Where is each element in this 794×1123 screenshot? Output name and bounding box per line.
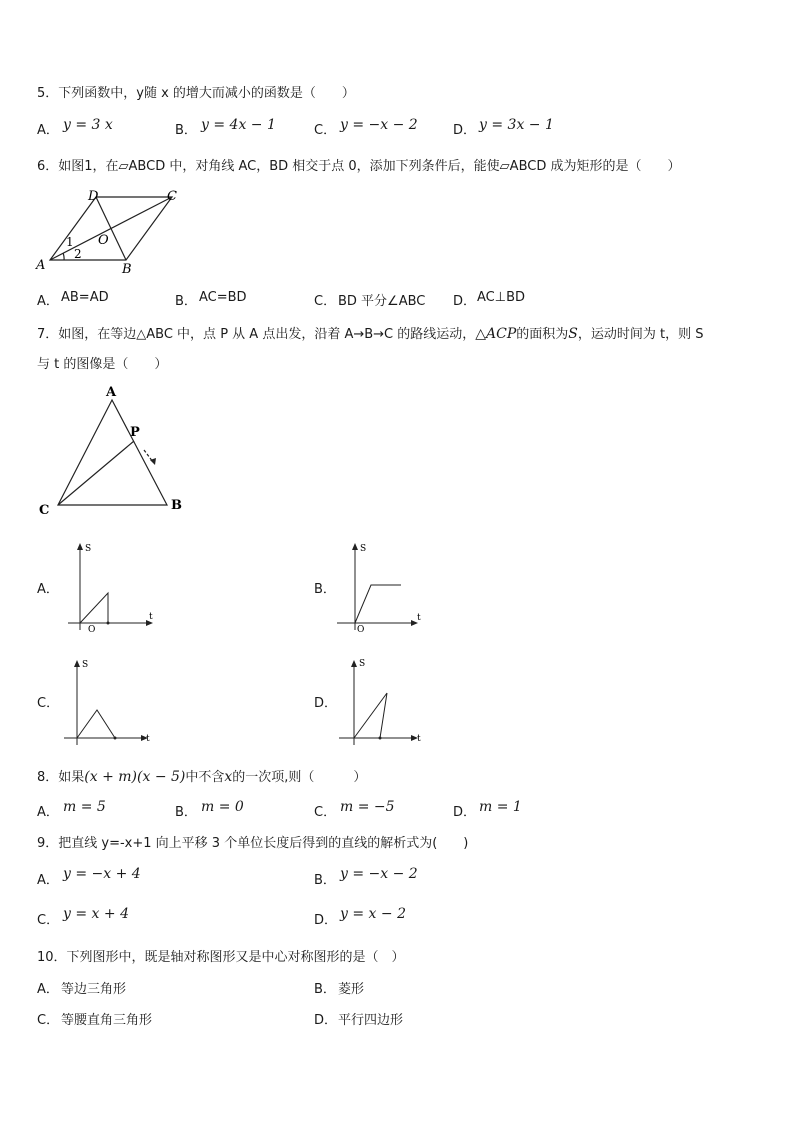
q6-label-a: A xyxy=(36,258,46,273)
q6-option-d-letter: D． xyxy=(453,294,477,309)
q6-option-a: AB=AD xyxy=(61,290,109,305)
q6-angle-1: 1 xyxy=(66,235,74,249)
q10-stem: 10．下列图形中，既是轴对称图形又是中心对称图形的是（ ） xyxy=(37,950,405,965)
q7-option-d-letter: D． xyxy=(314,696,338,711)
q6-option-a-letter: A． xyxy=(37,294,59,309)
q7-label-a: A xyxy=(106,385,117,400)
q10-option-d-letter: D． xyxy=(314,1013,338,1028)
q9-stem: 9．把直线 y=-x+1 向上平移 3 个单位长度后得到的直线的解析式为( ) xyxy=(37,836,469,851)
q5-option-c-letter: C． xyxy=(314,123,337,138)
q7-label-c: C xyxy=(39,503,50,518)
q6-label-b: B xyxy=(122,262,132,277)
q5-option-b: y = 4x − 1 xyxy=(201,117,276,133)
q9-option-c: y = x + 4 xyxy=(63,906,129,922)
q8-stem: 8．如果(x + m)(x − 5)中不含x的一次项,则（ ） xyxy=(37,769,367,785)
q7-graph-b-origin: O xyxy=(357,625,365,635)
q6-stem: 6．如图1，在▱ABCD 中，对角线 AC，BD 相交于点 0，添加下列条件后，能使▱ABCD 成为矩形的是（ ） xyxy=(37,159,681,174)
q8-option-d-letter: D． xyxy=(453,805,477,820)
q7-graph-d xyxy=(335,655,430,750)
q9-option-b-letter: B． xyxy=(314,873,336,888)
q7-graph-a xyxy=(60,540,170,635)
q9-option-a-letter: A． xyxy=(37,873,59,888)
q8-option-c: m = −5 xyxy=(340,799,395,815)
q7-triangle-figure xyxy=(30,380,190,520)
q7-option-b-letter: B． xyxy=(314,582,336,597)
q7-option-a-letter: A． xyxy=(37,582,59,597)
q10-option-c-letter: C． xyxy=(37,1013,60,1028)
q7-graph-c-ylabel: S xyxy=(82,660,89,670)
q7-graph-d-ylabel: S xyxy=(359,659,366,669)
q10-option-b: 菱形 xyxy=(338,982,365,997)
q7-label-b: B xyxy=(171,498,182,513)
q9-option-d: y = x − 2 xyxy=(340,906,406,922)
q5-option-c: y = −x − 2 xyxy=(340,117,418,133)
q8-option-d: m = 1 xyxy=(479,799,522,815)
q6-option-d: AC⊥BD xyxy=(477,290,525,305)
q7-stem-line1: 7．如图，在等边△ABC 中，点 P 从 A 点出发，沿着 A→B→C 的路线运动，△ACP的面积为S，运动时间为 t，则 S xyxy=(37,326,704,342)
q5-stem: 5．下列函数中，y随 x 的增大而减小的函数是（ ） xyxy=(37,86,355,101)
q7-graph-c xyxy=(60,655,160,750)
q8-option-c-letter: C． xyxy=(314,805,337,820)
q7-stem-line2: 与 t 的图像是（ ） xyxy=(37,357,168,372)
q6-parallelogram-figure xyxy=(30,185,190,277)
q10-option-a-letter: A． xyxy=(37,982,59,997)
q7-graph-b xyxy=(335,540,430,635)
q10-option-c: 等腰直角三角形 xyxy=(61,1013,153,1028)
q6-option-b-letter: B． xyxy=(175,294,197,309)
q8-option-a-letter: A． xyxy=(37,805,59,820)
q6-label-d: D xyxy=(88,189,99,204)
q6-label-o: O xyxy=(98,233,109,248)
q8-option-b-letter: B． xyxy=(175,805,197,820)
q7-label-p: P xyxy=(130,425,140,440)
q6-option-b: AC=BD xyxy=(199,290,247,305)
q5-option-d: y = 3x − 1 xyxy=(479,117,554,133)
q6-option-c: BD 平分∠ABC xyxy=(338,294,426,309)
q5-option-a: y = 3 x xyxy=(63,117,113,133)
q5-option-a-letter: A． xyxy=(37,123,59,138)
q8-option-a: m = 5 xyxy=(63,799,106,815)
q10-option-d: 平行四边形 xyxy=(338,1013,404,1028)
q7-graph-a-xlabel: t xyxy=(149,612,153,622)
q7-graph-b-xlabel: t xyxy=(417,613,421,623)
q7-graph-c-xlabel: t xyxy=(146,734,150,744)
q7-graph-a-origin: O xyxy=(88,625,96,635)
q5-option-d-letter: D． xyxy=(453,123,477,138)
q9-option-c-letter: C． xyxy=(37,913,60,928)
q6-label-c: C xyxy=(167,189,177,204)
q9-option-a: y = −x + 4 xyxy=(63,866,141,882)
q8-option-b: m = 0 xyxy=(201,799,244,815)
q9-option-d-letter: D． xyxy=(314,913,338,928)
q10-option-a: 等边三角形 xyxy=(61,982,127,997)
q7-graph-a-ylabel: S xyxy=(85,544,92,554)
q6-angle-2: 2 xyxy=(74,247,82,261)
q7-option-c-letter: C． xyxy=(37,696,60,711)
q10-option-b-letter: B． xyxy=(314,982,336,997)
q7-graph-b-ylabel: S xyxy=(360,544,367,554)
q5-option-b-letter: B． xyxy=(175,123,197,138)
q7-graph-d-xlabel: t xyxy=(417,734,421,744)
q9-option-b: y = −x − 2 xyxy=(340,866,418,882)
q6-option-c-letter: C． xyxy=(314,294,337,309)
